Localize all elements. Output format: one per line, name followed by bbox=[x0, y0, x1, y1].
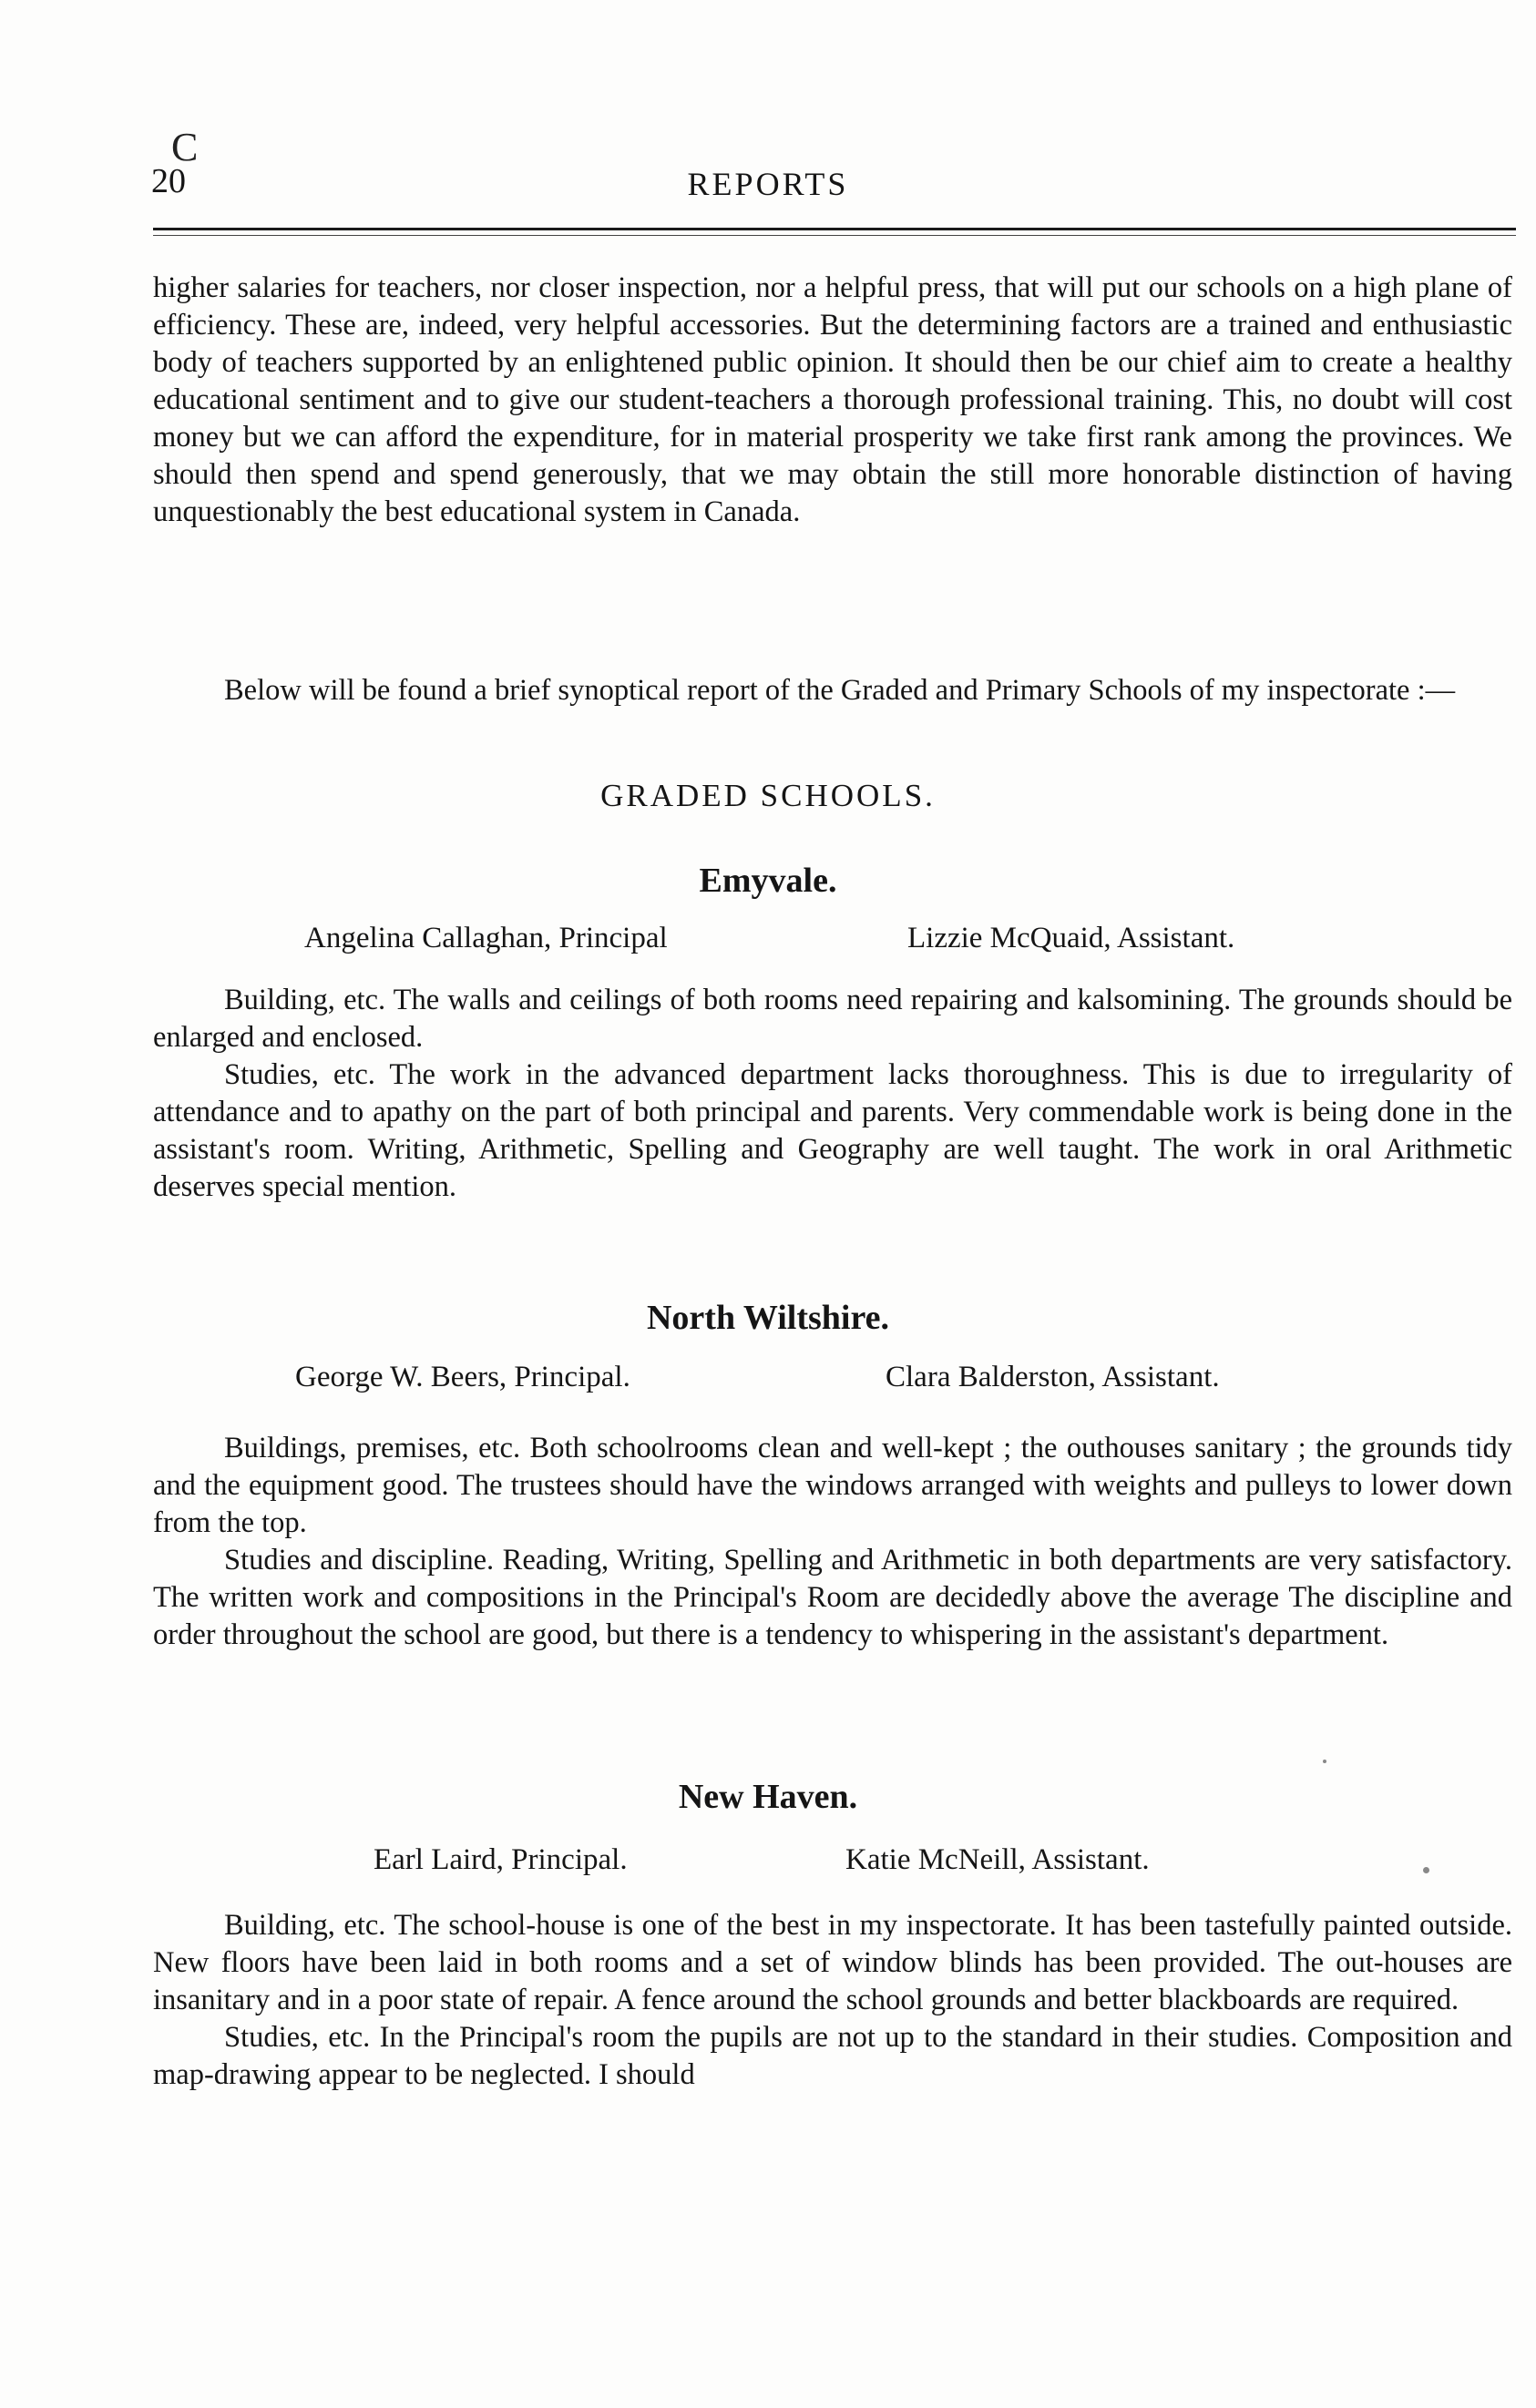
section-title: GRADED SCHOOLS. bbox=[600, 778, 936, 813]
report-paragraph: Building, etc. The school-house is one of the best in my inspectorate. It has been tastefully painted outside. New floors have been laid in both rooms and a set of window blinds has been provided. The out-houses are insanitary and in a poor state of repair. A fence around the school grounds and better blackboards are required. bbox=[153, 1909, 1512, 2016]
intro-paragraph-2 bbox=[153, 672, 1512, 709]
principal-name: Earl Laird, Principal. bbox=[374, 1843, 628, 1876]
assistant-name: Clara Balderston, Assistant. bbox=[886, 1361, 1220, 1393]
school-report-new-haven bbox=[153, 1907, 1512, 2094]
header-rule bbox=[153, 228, 1516, 230]
page-mark: C bbox=[171, 125, 199, 169]
running-head: REPORTS bbox=[687, 166, 849, 202]
report-paragraph: Studies and discipline. Reading, Writing, Spelling and Arithmetic in both departments are very satisfactory. The written work and compositions in the Principal's Room are decidedly above the average The discipline and order throughout the school are good, but there is a tendency to whispering in the assistant's department. bbox=[153, 1544, 1512, 1651]
school-report-north-wiltshire bbox=[153, 1430, 1512, 1654]
print-speck bbox=[1323, 1760, 1326, 1763]
report-paragraph: Buildings, premises, etc. Both schoolrooms clean and well-kept ; the outhouses sanitary ; the grounds tidy and the equipment good. The trustees should have the windows arranged with weights and pulleys to lower down from the top. bbox=[153, 1432, 1512, 1539]
intro-paragraph bbox=[153, 270, 1512, 531]
page-number: 20 bbox=[151, 162, 186, 200]
intro-text-2: Below will be found a brief synoptical report of the Graded and Primary Schools of my inspectorate :— bbox=[224, 674, 1456, 707]
school-heading-north-wiltshire: North Wiltshire. bbox=[646, 1299, 890, 1337]
print-speck bbox=[1423, 1867, 1429, 1873]
principal-name: George W. Beers, Principal. bbox=[295, 1361, 630, 1393]
intro-text: higher salaries for teachers, nor closer inspection, nor a helpful press, that will put our schools on a high plane of efficiency. These are, indeed, very helpful accessories. But the determining factors are a trained and enthusiastic body of teachers supported by an enlightened public opinion. It should then be our chief aim to create a healthy educational sentiment and to give our student-teachers a thorough professional training. This, no doubt will cost money but we can afford the expenditure, for in material prosperity we take first rank among the provinces. We should then spend and spend generously, that we may obtain the still more honorable distinction of having unquestionably the best educational system in Canada. bbox=[153, 271, 1512, 528]
report-paragraph: Studies, etc. The work in the advanced department lacks thoroughness. This is due to irregularity of attendance and to apathy on the part of both principal and parents. Very commendable work is being done in the assistant's room. Writing, Arithmetic, Spelling and Geography are well taught. The work in oral Arithmetic deserves special mention. bbox=[153, 1058, 1512, 1203]
school-heading-emyvale: Emyvale. bbox=[699, 862, 837, 900]
report-paragraph: Studies, etc. In the Principal's room the pupils are not up to the standard in their studies. Composition and map-drawing appear to be neglected. I should bbox=[153, 2021, 1512, 2091]
assistant-name: Lizzie McQuaid, Assistant. bbox=[907, 922, 1235, 954]
principal-name: Angelina Callaghan, Principal bbox=[304, 922, 668, 954]
assistant-name: Katie McNeill, Assistant. bbox=[845, 1843, 1150, 1876]
header-rule-thin bbox=[153, 235, 1516, 236]
report-paragraph: Building, etc. The walls and ceilings of both rooms need repairing and kalsomining. The grounds should be enlarged and enclosed. bbox=[153, 984, 1512, 1054]
school-report-emyvale bbox=[153, 982, 1512, 1206]
school-heading-new-haven: New Haven. bbox=[678, 1778, 858, 1816]
